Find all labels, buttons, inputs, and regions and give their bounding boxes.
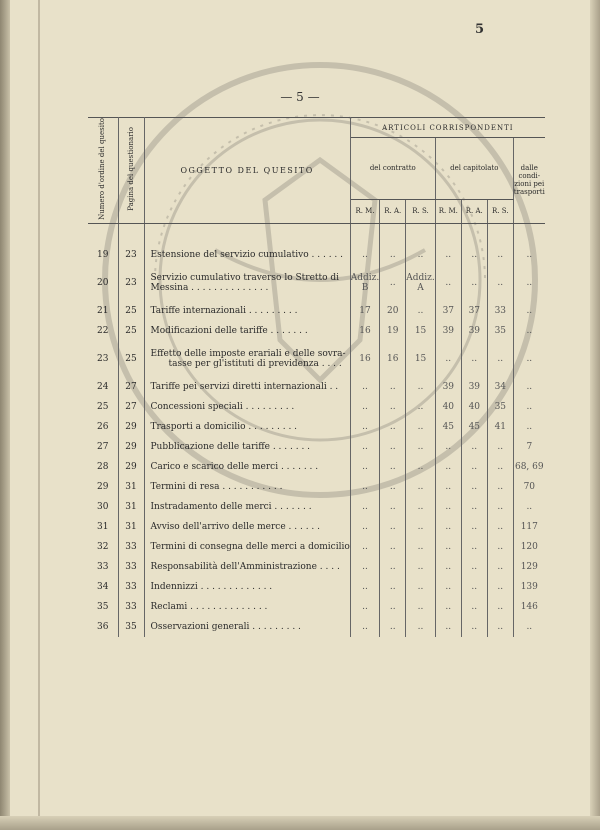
header-ra-2: R. A. [461,199,487,223]
questionnaire-page: 27 [118,397,144,417]
article-value: .. [435,265,461,301]
subject-line-2: Messina . . . . . . . . . . . . . . [150,283,269,294]
question-number: 30 [88,497,118,517]
correspondence-table [88,117,545,637]
article-value: .. [380,477,406,497]
header-specification: del capitolato [435,138,513,200]
article-value: .. [350,377,380,397]
subject-line: Pubblicazione delle tariffe . . . . . . . [150,442,311,453]
article-value: .. [461,537,487,557]
question-number: 31 [88,517,118,537]
article-value: 35 [487,321,513,341]
questionnaire-page: 33 [118,557,144,577]
subject-line-2: tasse per gl'istituti di previdenza . . . . [168,359,342,370]
article-value: .. [350,617,380,637]
question-number: 26 [88,417,118,437]
subject-line: Servizio cumulativo traverso lo Stretto di [150,273,340,284]
article-value: 70 [523,482,536,493]
article-value: .. [380,557,406,577]
article-value: 16 [350,321,380,341]
article-value: 129 [520,562,538,573]
question-number: 36 [88,617,118,637]
book-spine [0,0,10,830]
questionnaire-page: 31 [118,517,144,537]
article-value: .. [350,245,380,265]
article-value: .. [487,477,513,497]
subject-text [144,245,350,265]
header-contract: del contratto [350,138,435,200]
article-value: .. [350,497,380,517]
article-value: .. [461,477,487,497]
subject-line: Avviso dell'arrivo delle merce . . . . . . [150,522,321,533]
article-value: .. [461,557,487,577]
article-value: .. [406,437,436,457]
question-number: 34 [88,577,118,597]
questionnaire-page: 23 [118,245,144,265]
article-value: .. [526,502,533,513]
header-rs-1: R. S. [406,199,436,223]
article-value: .. [487,245,513,265]
question-number: 33 [88,557,118,577]
article-value: .. [526,306,533,317]
article-value: .. [526,354,533,365]
question-number: 21 [88,301,118,321]
article-value: 39 [435,377,461,397]
article-value: .. [406,557,436,577]
subject-text [144,497,350,517]
article-value: .. [350,577,380,597]
page-title: — 5 — [280,90,320,104]
corner-page-number: 5 [474,22,484,37]
question-number: 24 [88,377,118,397]
question-number: 20 [88,265,118,301]
article-value: 117 [520,522,538,533]
article-value: 15 [406,321,436,341]
header-rm-1: R. M. [350,199,380,223]
question-number: 22 [88,321,118,341]
table-row [88,437,545,457]
questionnaire-page: 35 [118,617,144,637]
table-row [88,577,545,597]
subject-text [144,301,350,321]
questionnaire-page: 23 [118,265,144,301]
article-value: .. [350,537,380,557]
article-value: 39 [435,321,461,341]
header-rs-2: R. S. [487,199,513,223]
article-value: .. [350,517,380,537]
article-value: 37 [435,301,461,321]
header-rm-2: R. M. [435,199,461,223]
article-value: .. [380,577,406,597]
article-value: .. [526,422,533,433]
subject-line: Termini di resa . . . . . . . . . . . [150,482,283,493]
article-value: .. [435,437,461,457]
header-subject: OGGETTO DEL QUESITO [144,118,350,224]
article-value: .. [380,617,406,637]
article-value: 41 [487,417,513,437]
table-row [88,301,545,321]
question-number: 25 [88,397,118,417]
subject-text [144,437,350,457]
article-value: .. [380,597,406,617]
article-value: .. [406,417,436,437]
article-value: 7 [526,442,533,453]
questionnaire-page: 33 [118,597,144,617]
article-value: .. [435,341,461,377]
question-number: 23 [88,341,118,377]
article-value: .. [487,617,513,637]
article-value: 37 [461,301,487,321]
article-value: .. [350,417,380,437]
article-value: .. [380,537,406,557]
article-value: 120 [520,542,538,553]
article-value: 40 [435,397,461,417]
subject-line: Trasporti a domicilio . . . . . . . . . [150,422,298,433]
article-value: .. [526,402,533,413]
article-value: 39 [461,321,487,341]
article-value: .. [526,326,533,337]
article-value: .. [435,577,461,597]
article-value: .. [435,617,461,637]
subject-text [144,557,350,577]
subject-line: Carico e scarico delle merci . . . . . . . [150,462,319,473]
article-value: .. [380,517,406,537]
table-row [88,597,545,617]
subject-text [144,377,350,397]
subject-line: Instradamento delle merci . . . . . . . [150,502,312,513]
table-row [88,477,545,497]
subject-line: Responsabilità dell'Amministrazione . . . . [150,562,340,573]
article-value: .. [350,437,380,457]
article-value: .. [435,597,461,617]
questionnaire-page: 29 [118,417,144,437]
article-value: .. [487,517,513,537]
table-row [88,617,545,637]
article-value: 19 [380,321,406,341]
subject-line: Effetto delle imposte erariali e delle sovra- [150,349,346,360]
table-row [88,245,545,265]
article-value: Addiz. B [350,265,380,301]
questionnaire-page: 25 [118,321,144,341]
article-value: .. [526,622,533,633]
question-number: 35 [88,597,118,617]
article-value: .. [435,537,461,557]
subject-line: Indennizzi . . . . . . . . . . . . . [150,582,273,593]
article-value: .. [487,497,513,517]
article-value: .. [461,457,487,477]
article-value: .. [461,265,487,301]
subject-line: Tariffe pei servizi diretti internazionali . . [150,382,339,393]
subject-text [144,457,350,477]
questionnaire-page: 33 [118,537,144,557]
article-value: .. [487,597,513,617]
article-value: .. [380,417,406,437]
table-row [88,397,545,417]
article-value: .. [406,477,436,497]
article-value: .. [406,617,436,637]
article-value: .. [461,597,487,617]
questionnaire-page: 29 [118,457,144,477]
article-value: 16 [380,341,406,377]
article-value: .. [487,577,513,597]
article-value: .. [406,597,436,617]
subject-line: Estensione del servizio cumulativo . . . . . . [150,250,344,261]
table-row [88,377,545,397]
subject-line: Modificazioni delle tariffe . . . . . . . [150,326,308,337]
question-number: 29 [88,477,118,497]
article-value: .. [461,577,487,597]
table-row [88,517,545,537]
table-row [88,497,545,517]
article-value: .. [380,397,406,417]
questionnaire-page: 25 [118,341,144,377]
page-fold [38,0,40,830]
article-value: .. [380,245,406,265]
questionnaire-page: 31 [118,477,144,497]
article-value: .. [461,437,487,457]
question-number: 32 [88,537,118,557]
article-value: 39 [461,377,487,397]
article-value: 45 [435,417,461,437]
table-row [88,265,545,301]
table-row [88,417,545,437]
article-value: 17 [350,301,380,321]
question-number: 28 [88,457,118,477]
table-row [88,341,545,377]
article-value: .. [380,457,406,477]
header-ra-1: R. A. [380,199,406,223]
article-value: .. [406,577,436,597]
article-value: 68, 69 [514,462,544,473]
article-value: .. [435,557,461,577]
subject-text [144,617,350,637]
article-value: 40 [461,397,487,417]
article-value: .. [461,341,487,377]
subject-text [144,537,350,557]
article-value: .. [526,382,533,393]
subject-text [144,577,350,597]
table-row [88,557,545,577]
subject-text [144,417,350,437]
article-value: .. [380,377,406,397]
article-value: .. [435,477,461,497]
subject-line: Osservazioni generali . . . . . . . . . [150,622,301,633]
article-value: .. [406,397,436,417]
header-articles-group: ARTICOLI CORRISPONDENTI [350,118,545,138]
article-value: .. [350,457,380,477]
article-value: 16 [350,341,380,377]
article-value: .. [406,245,436,265]
questionnaire-page: 29 [118,437,144,457]
article-value: .. [406,497,436,517]
article-value: .. [461,245,487,265]
article-value: .. [461,617,487,637]
article-value: .. [487,537,513,557]
subject-text [144,321,350,341]
page-edge [590,0,600,830]
article-value: .. [406,377,436,397]
article-value: .. [406,301,436,321]
questionnaire-page: 27 [118,377,144,397]
article-value: .. [526,278,533,289]
article-value: 34 [487,377,513,397]
article-value: .. [350,477,380,497]
article-value: .. [487,341,513,377]
subject-line: Reclami . . . . . . . . . . . . . . [150,602,268,613]
subject-text [144,597,350,617]
article-value: .. [526,250,533,261]
article-value: .. [487,557,513,577]
article-value: .. [406,457,436,477]
table-row [88,537,545,557]
header-transport-conditions: dalle condi- zioni pei trasporti [513,138,545,224]
subject-text [144,517,350,537]
article-value: 15 [406,341,436,377]
article-value: .. [380,437,406,457]
article-value: .. [435,517,461,537]
article-value: 139 [520,582,538,593]
page-bottom-edge [0,816,600,830]
subject-text [144,265,350,301]
article-value: .. [380,497,406,517]
subject-text [144,341,350,377]
header-question-number: Numero d'ordine del quesito [88,118,118,224]
subject-text [144,397,350,417]
article-value: .. [380,265,406,301]
questionnaire-page: 33 [118,577,144,597]
article-value: 35 [487,397,513,417]
subject-line: Tariffe internazionali . . . . . . . . . [150,306,298,317]
subject-text [144,477,350,497]
article-value: .. [487,265,513,301]
article-value: .. [350,597,380,617]
article-value: 20 [380,301,406,321]
article-value: .. [435,497,461,517]
header-questionnaire-page: Pagina del questionario [118,118,144,224]
question-number: 27 [88,437,118,457]
article-value: 146 [520,602,538,613]
article-value: .. [487,437,513,457]
questionnaire-page: 25 [118,301,144,321]
article-value: .. [350,557,380,577]
article-value: .. [461,497,487,517]
subject-line: Termini di consegna delle merci a domicilio [150,542,350,553]
table-row [88,321,545,341]
article-value: .. [487,457,513,477]
article-value: .. [406,517,436,537]
table-row [88,457,545,477]
article-value: .. [461,517,487,537]
questionnaire-page: 31 [118,497,144,517]
article-value: .. [435,245,461,265]
article-value: Addiz. A [406,265,436,301]
question-number: 19 [88,245,118,265]
article-value: .. [350,397,380,417]
article-value: 45 [461,417,487,437]
subject-line: Concessioni speciali . . . . . . . . . [150,402,295,413]
article-value: .. [435,457,461,477]
article-value: 33 [487,301,513,321]
article-value: .. [406,537,436,557]
